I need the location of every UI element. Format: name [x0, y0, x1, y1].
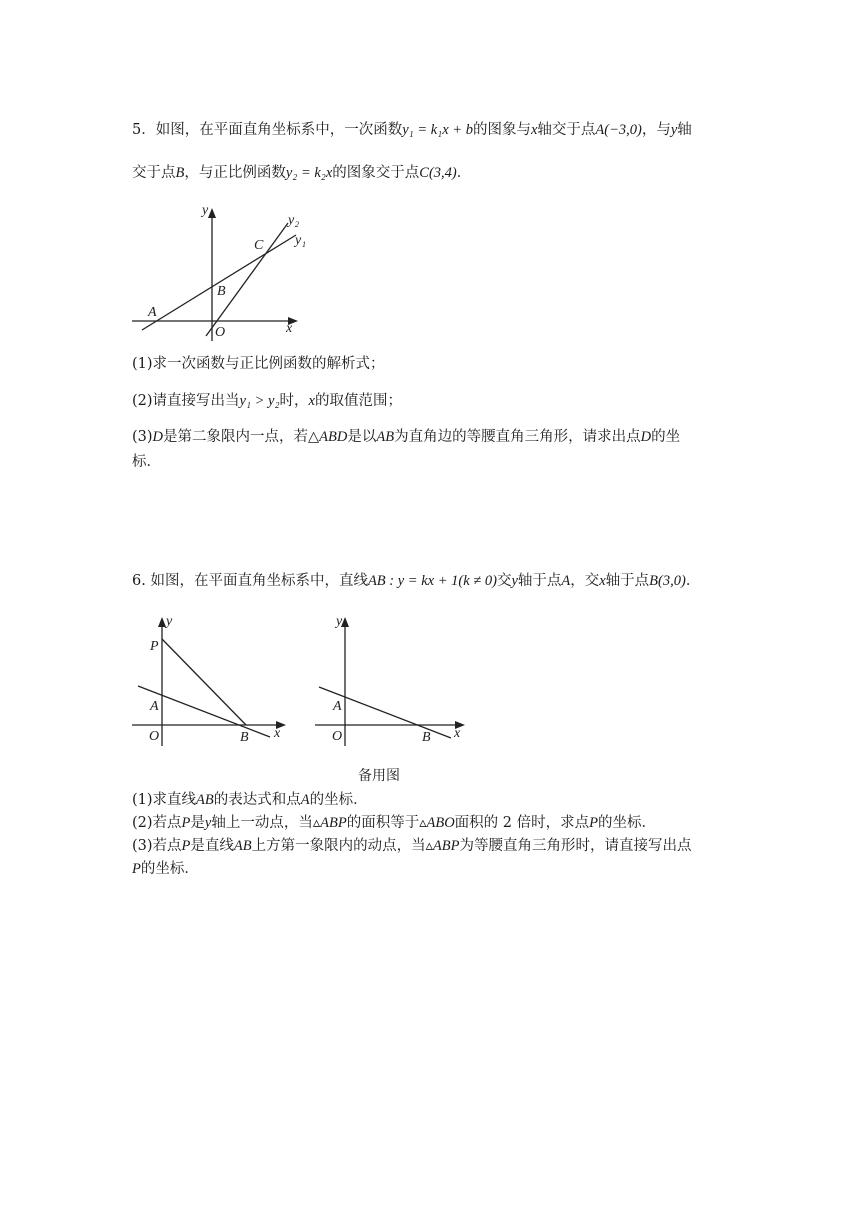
q6-line1 — [132, 571, 700, 591]
q5-text: 为直角边的等腰直角三角形，请求出点 — [394, 429, 641, 445]
q6b-label-y: y — [336, 614, 343, 629]
q5-text: 5．如图，在平面直角坐标系中，一次函数 — [132, 122, 403, 138]
q5-triangle: △ABD — [308, 429, 348, 445]
q6-point-b: B(3,0) — [649, 573, 686, 589]
q6-triangle-abp: ▵ABP — [425, 838, 460, 854]
q5-y2-expression: y₂ = k₂x — [285, 165, 333, 181]
q5-text: 是以 — [347, 429, 377, 445]
q6-var: y — [511, 573, 518, 589]
q5-var: x — [530, 122, 538, 138]
q5-label-y2: y₂ — [288, 213, 300, 228]
q5-graph — [128, 198, 308, 343]
q5-y1-expression: y₁ = k₁x + b — [402, 122, 473, 138]
q6-var: y — [204, 815, 212, 831]
q6a-label-x: x — [274, 726, 281, 741]
q6b-label-o: O — [332, 729, 343, 744]
q6-spare-caption: 备用图 — [358, 768, 400, 784]
q6-text: ，交 — [570, 573, 600, 589]
q6a-label-a: A — [150, 699, 159, 714]
q6-text: (1)求直线 — [132, 792, 197, 808]
q6-text: 的坐标． — [309, 792, 368, 808]
q6-sub1 — [132, 790, 368, 810]
q6-text: 的坐标． — [140, 861, 199, 877]
q5-label-y1: y₁ — [295, 233, 307, 248]
q5-sub1-text: (1)求一次函数与正比例函数的解析式； — [132, 356, 385, 372]
q6-sub3-cont — [132, 859, 199, 879]
q5-var: x — [308, 393, 315, 409]
q5-sub1 — [132, 354, 385, 374]
q6a-label-o: O — [149, 729, 160, 744]
q5-label-c: C — [254, 238, 264, 253]
q5-label-b: B — [217, 284, 226, 299]
q6-sub3 — [132, 836, 691, 856]
q6-graph-spare — [311, 612, 477, 748]
q5-var: y — [670, 122, 678, 138]
q6a-y-arrow — [158, 617, 166, 627]
q5-sub3 — [132, 427, 680, 447]
q6-triangle-abo: ▵ABO — [419, 815, 455, 831]
q6-point-p: P — [181, 815, 191, 831]
q6-segment: AB — [233, 838, 252, 854]
q6-text: (3)若点 — [132, 838, 182, 854]
q6-graph-main — [128, 612, 294, 748]
q5-text: (3) — [132, 429, 153, 445]
q5-text: (2)请直接写出当 — [132, 393, 240, 409]
q6a-label-b: B — [240, 730, 249, 745]
q6-text: 的坐标． — [597, 815, 656, 831]
q6-text: 轴于点 — [605, 573, 650, 589]
q6-text: 的面积等于 — [346, 815, 420, 831]
q5-text: 轴 — [677, 122, 692, 138]
q6b-label-x: x — [454, 726, 461, 741]
q5-text: 的图象交于点 — [332, 165, 420, 181]
q5-point-a: A(−3,0) — [595, 122, 642, 138]
q5-point-d: D — [640, 429, 652, 445]
q5-point-c: C(3,4) — [419, 165, 457, 181]
q5-line2 — [132, 163, 471, 183]
q6-triangle-abp: ▵ABP — [312, 815, 347, 831]
q6-text: (2)若点 — [132, 815, 182, 831]
q5-y-arrow — [208, 208, 216, 218]
q5-text: ． — [456, 165, 472, 181]
q6a-label-p: P — [150, 639, 159, 654]
q6-point-p: P — [181, 838, 191, 854]
q5-text: 的取值范围； — [314, 393, 402, 409]
q5-text: 是第二象限内一点，若 — [163, 429, 309, 445]
q6-point-a: A — [300, 792, 310, 808]
q5-label-o: O — [215, 325, 226, 340]
q5-line-y1 — [142, 235, 296, 330]
q6-line-expression: AB : y = kx + 1(k ≠ 0) — [367, 573, 497, 589]
q5-text: 轴交于点 — [537, 122, 596, 138]
q6-segment: AB — [196, 792, 214, 808]
q6-text: 是 — [190, 815, 205, 831]
q5-inequality: y₁ > y₂ — [239, 393, 280, 409]
q6-text: 上方第一象限内的动点，当 — [251, 838, 426, 854]
q5-line-y2 — [206, 223, 288, 336]
q6-text: ． — [685, 573, 701, 589]
q6-text: 交 — [496, 573, 512, 589]
q6a-label-y: y — [166, 614, 173, 629]
q6-sub2 — [132, 813, 656, 833]
q6-text: 的表达式和点 — [213, 792, 301, 808]
q6b-label-b: B — [422, 730, 431, 745]
q5-segment: AB — [376, 429, 395, 445]
q5-text: 时， — [279, 393, 309, 409]
q6-var: x — [599, 573, 606, 589]
q6-text: 是直线 — [190, 838, 234, 854]
q5-sub3-cont — [132, 452, 161, 472]
q5-line1 — [132, 120, 692, 140]
q5-text: 交于点 — [132, 165, 176, 181]
q5-label-x: x — [286, 321, 293, 336]
q5-text: ，与正比例函数 — [184, 165, 286, 181]
q5-point-b: B — [175, 165, 185, 181]
q6-point-p: P — [589, 815, 598, 831]
q5-text: 的坐 — [651, 429, 681, 445]
q6-point-a: A — [561, 573, 571, 589]
q6b-label-a: A — [333, 699, 342, 714]
q6-text: 面积的 2 倍时，求点 — [454, 815, 590, 831]
q5-text: 标． — [132, 454, 161, 470]
q5-label-y: y — [202, 203, 209, 218]
q6-point-p: P — [132, 861, 141, 877]
q5-text: ，与 — [641, 122, 671, 138]
q6-text: 6. 如图，在平面直角坐标系中，直线 — [132, 573, 368, 589]
q5-sub2 — [132, 391, 402, 411]
q6-text: 轴上一动点，当 — [211, 815, 313, 831]
q5-point-d: D — [152, 429, 164, 445]
q6-text: 为等腰直角三角形时，请直接写出点 — [459, 838, 692, 854]
q5-text: 的图象与 — [472, 122, 531, 138]
q6-text: 轴于点 — [517, 573, 562, 589]
q5-label-a: A — [148, 305, 157, 320]
